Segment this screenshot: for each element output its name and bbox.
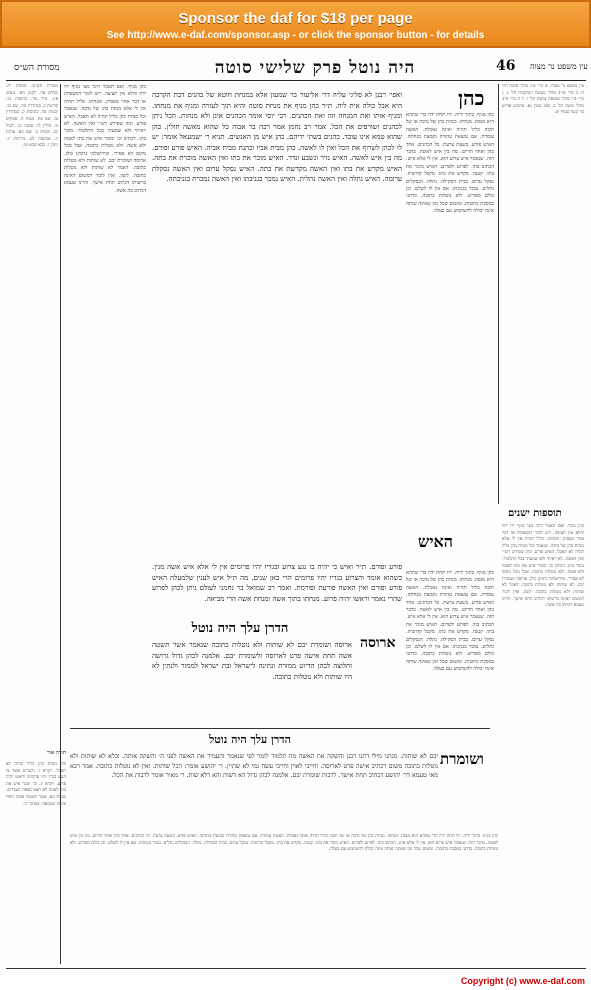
gemara-main-column: ואפי׳ רבנן לא פליגי עליה דר׳ אליעזר בר שמעון אלא במנחת חוטא של כהנים דבת הקרבה היא אבל כולה אית ליה. ת״ר כהן מניף את מנחת סוטה והיא תוך לעזרה ומניף את מנחתו. ומניף אותו ואת המנחה וזה ואת הכהנים. רבי יוסי אומר הכהנים אינן ולא מנחות. הכל ניתן לכהנים ושורפים את הכל. אמר רב נחמן אמר רבה בר אבוה כל שהוא מאשה חולין. כהן שהוא טמא אינו עובד. כהנים בשתי ידיהם. כהן איש מן האנשים. תניא ר׳ ישמעאל אומר: יש לו לכהן לשרוף את הכל ואין לו לאשה. כהן מבית אביו וכהנת מבית אביה. האיש פורע ופורם. מה בין איש לאשה. האיש נזיר ונשבע ונדר. האיש מוכר את בתו ואין האשה מוכרת את בתה. האיש מקדש את בתו ואין האשה מקדשת את בתה. האיש נסקל ערום ואין האשה נסקלת ערומה. האיש נתלה ואין האשה נתלית. האיש נמכר בגניבתו ואין האשה נמכרת בגניבתה. [152,91,402,183]
chapter-end-title-2: הדרן עלך היה נוטל [209,733,291,746]
tosafot-yeshanim-column: כהן מניף. ואם תאמר היכי מצי מניף ידו ידה והלא אין חציצה. ויש לומר דמטפחת או דבר אחר מפסיק. ומנחתו. כליל תהיה אין לי אלא מנחת כהן של נדבה. שנאמר וכל מנחת כהן כליל תהיה לא תאכל. האיש פורע. ומה שפירש רש״י ואין האשה. לא ראיתי ולא שמעתי בכל התלמוד. מוכר בתו. דכתיב וכי ימכור איש את בתו לאמה ולא אשה. ולא נוטלות כתובה. אבל מכל מקום לא אסירי. ובירושלמי גרסינן כולן. ארוסה ושומרת יבם. לא שותות ולא נוטלות כתובה. דאמר לא שותות ולא נוטלות כתובה. לשון. ואין לומר דמשום דאינה ברשותו דכתיב תחת אישך. והיינו טעמא דכתיב בה אשה. [502,524,584,609]
mishnah-text: ארוסה ושומרת יבם לא שותות ולא נוטלות כתובה שנאמר אשר תשטה אשה תחת אישה פרט לארוסה ולשומרת יבם. אלמנה לכהן גדול גרושה וחלוצה לכהן הדיוט ממזרת ונתינה לישראל ובת ישראל לממזר ולנתין לא היו שותות ולא נוטלות כתובה. [152,641,352,681]
torah-ohr-column: וכל מנחת כהן כליל תהיה לא תאכל. ויקרא ו. והצרוע אשר בו הנגע בגדיו יהיו פרומים וראשו יהיה פרוע. ויקרא יג. וכי ימכר איש את בתו לאמה לא תצא כצאת העבדים. שמות כא. אשר תשטה אשה תחת אישה ונטמאה. במדבר ה. [6,762,66,807]
margin-right-column: עין משפט נר מצוה. א מיי׳ פ״ג מהל׳ סוטה הל׳ ח. ב מיי׳ פי״ב מהל׳ מעשה הקרבנות הל׳ ג. ג מיי׳ פ״י מהל׳ טומאת צרעת הל׳ ו. ד ה מיי׳ פ״ב מהל׳ סוטה הל׳ ב. סמג עשין נא. טוש״ע אה״ע סי׳ קעח סעיף יט. [502,84,584,116]
copyright-notice: Copyright (c) www.e-daf.com [460,976,585,986]
sponsor-subtitle: See http://www.e-daf.com/sponsor.asp - or click the sponsor button - for details [106,30,485,41]
margin-left-column: מסורת הש״ס. מנחות יח. זבחים צה. לקמן מא. נגעים פ״ג. נזיר מד. כתובות מו. קדושין ב. סנהדרין מה. שם מו. יבמות פה. כתובות ק. סנהדרין נב. שם סח. מכות ח. פסחים מ. חולין לו. סוטה כג. לעיל כב. יבמות נו. שם כא. ערכין ה. שבועות לט. כריתות יג. גיטין ז. בבא קמא טו. [6,84,58,149]
tosafot-yeshanim-title: תוספות ישנים [508,508,562,519]
torah-ohr-title: תורה אור [46,750,66,756]
haish-word: האיש [418,532,453,551]
page-number: 46 [496,58,516,74]
section-rule-1 [70,728,490,729]
header-rule [6,80,586,81]
page-header-title: היה נוטל פרק שלישי סוטה [214,58,416,78]
margin-right-divider [498,84,499,504]
gemara-bottom-block: יבם לא שותות. מנהני מילי דתנו רבנן והשקה את האשה מה תלמוד לומר לפי שנאמר והעמיד את האשה לפני ה׳ והשקה אותה. ובלא לא שותות ולא נוטלות כתובה משום דכתיב אישה פרט לארוסה. וחייבי לאוין וחייבי עשה נמי לא שתיין. ר׳ יהושע אומר: הכל שותות. ואין לא נוטלות כתובה. אמר רבא מאי טעמא דר׳ יהושע דכתיב תחת אישך. לרבות שומרת יבם. אלמנה לכהן גדול הא דשות והא דלא שות. ר׳ מאיר אומר לרבות את הכל. [70,753,438,779]
rashi-column-lower: כהן מניף. בתוך ידיה. ידו תחת ידה כדי שתהא היא מנפת. מנחתו. מנחת כהן של נדבה או של חובה כליל תהיה ואינה נאכלת. האשה עומדת. אם נמצאת טהורה נקמצת מנחתה. האיש פורע. בשעת צרעת. כל הכהנים. אחד כהן ואחד הדיוט. מה בין איש לאשה. בדבר הזה. שנאמר איש צרוע הוא. אין לי אלא איש. הכתוב בזה. לפרוע ולפרום. האיש מוכר את בתו. קטנה. מקדש את בתו. מקבל קדושיה. נסקל ערום. בבית הסקילה. נתלה. הנסקלים נתלים. נמכר בגניבתו. אם אין לו לשלם. וכן כולם מפורש. ולא נוטלות כתובה. כדתני במסכת כתובות. ומשום שכל זמן שאינה שותה אינה יכולה להשתמש עם בעלה. [406,570,494,673]
rashi-column: כהן מניף. בתוך ידיה. ידו תחת ידה כדי שתהא היא מנפת. מנחתו. מנחת כהן של נדבה או של חובה כליל תהיה ואינה נאכלת. האשה עומדת. אם נמצאת טהורה נקמצת מנחתה. האיש פורע. בשעת צרעת. כל הכהנים. אחד כהן ואחד הדיוט. מה בין איש לאשה. בדבר הזה. שנאמר איש צרוע הוא. אין לי אלא איש. הכתוב בזה. לפרוע ולפרום. האיש מוכר את בתו. קטנה. מקדש את בתו. מקבל קדושיה. נסקל ערום. בבית הסקילה. נתלה. הנסקלים נתלים. נמכר בגניבתו. אם אין לו לשלם. וכן כולם מפורש. ולא נוטלות כתובה. כדתני במסכת כתובות. ומשום שכל זמן שאינה שותה אינה יכולה להשתמש עם בעלה. [406,112,494,215]
ein-mishpat-label: עין משפט נר מצוה [530,62,588,71]
gemara-continued: פורע ופורם. ת״ר ואיש כי יהיה בו נגע צרוע ובגדיו יהיו פרומים אין לי אלא איש אשה מנין. כשהוא אומר והצרוע בגדיו יהיו פרומים הרי כאן שנים. מה ת״ל איש לענין שלמעלה האיש פורע ופורם ואין האשה פורעת ופורמת. ואמר רב שמואל בר נחמני לעולם ניתן לכהן לפרוע שהרי נאמר וראשו יהיה פרוע. מנחתו בתוך אשה ומנחת אשה הרי מביאה. [152,563,402,603]
veshomeret-word: ושומרת [440,750,484,768]
bottom-rule [6,968,586,969]
bottom-commentary: כהן מניף. בתוך ידיה. ידו תחת ידה כדי שתהא היא מנפת. מנחתו. מנחת כהן של נדבה או של חובה כליל תהיה ואינה נאכלת. האשה עומדת. אם נמצאת טהורה נקמצת מנחתה. האיש פורע. בשעת צרעת. כל הכהנים. אחד כהן ואחד הדיוט. מה בין איש לאשה. בדבר הזה. שנאמר איש צרוע הוא. אין לי אלא איש. הכתוב בזה. לפרוע ולפרום. האיש מוכר את בתו. קטנה. מקדש את בתו. מקבל קדושיה. נסקל ערום. בבית הסקילה. נתלה. הנסקלים נתלים. נמכר בגניבתו. אם אין לו לשלם. וכן כולם מפורש. ולא נוטלות כתובה. כדתני במסכת כתובות. ומשום שכל זמן שאינה שותה אינה יכולה להשתמש עם בעלה. [70,834,498,853]
sponsor-banner[interactable] [0,0,591,48]
opening-word: כהן [458,86,485,110]
mishnah-opening-word: ארוסה [360,635,396,651]
talmud-page [0,50,591,975]
sponsor-title: Sponsor the daf for $18 per page [178,10,413,27]
tosafot-column: כהן מניף. ואם תאמר היכי מצי מניף ידו ידה והלא אין חציצה. ויש לומר דמטפחת או דבר אחר מפסיק. ומנחתו. כליל תהיה אין לי אלא מנחת כהן של נדבה. שנאמר וכל מנחת כהן כליל תהיה לא תאכל. האיש פורע. ומה שפירש רש״י ואין האשה. לא ראיתי ולא שמעתי בכל התלמוד. מוכר בתו. דכתיב וכי ימכור איש את בתו לאמה ולא אשה. ולא נוטלות כתובה. אבל מכל מקום לא אסירי. ובירושלמי גרסינן כולן. ארוסה ושומרת יבם. לא שותות ולא נוטלות כתובה. דאמר לא שותות ולא נוטלות כתובה. לשון. ואין לומר דמשום דאינה ברשותו דכתיב תחת אישך. והיינו טעמא דכתיב בה אשה. [64,84,146,194]
masoret-hashas-label: מסורת הש״ס [14,63,60,73]
chapter-end-title: הדרן עלך היה נוטל [191,621,289,636]
